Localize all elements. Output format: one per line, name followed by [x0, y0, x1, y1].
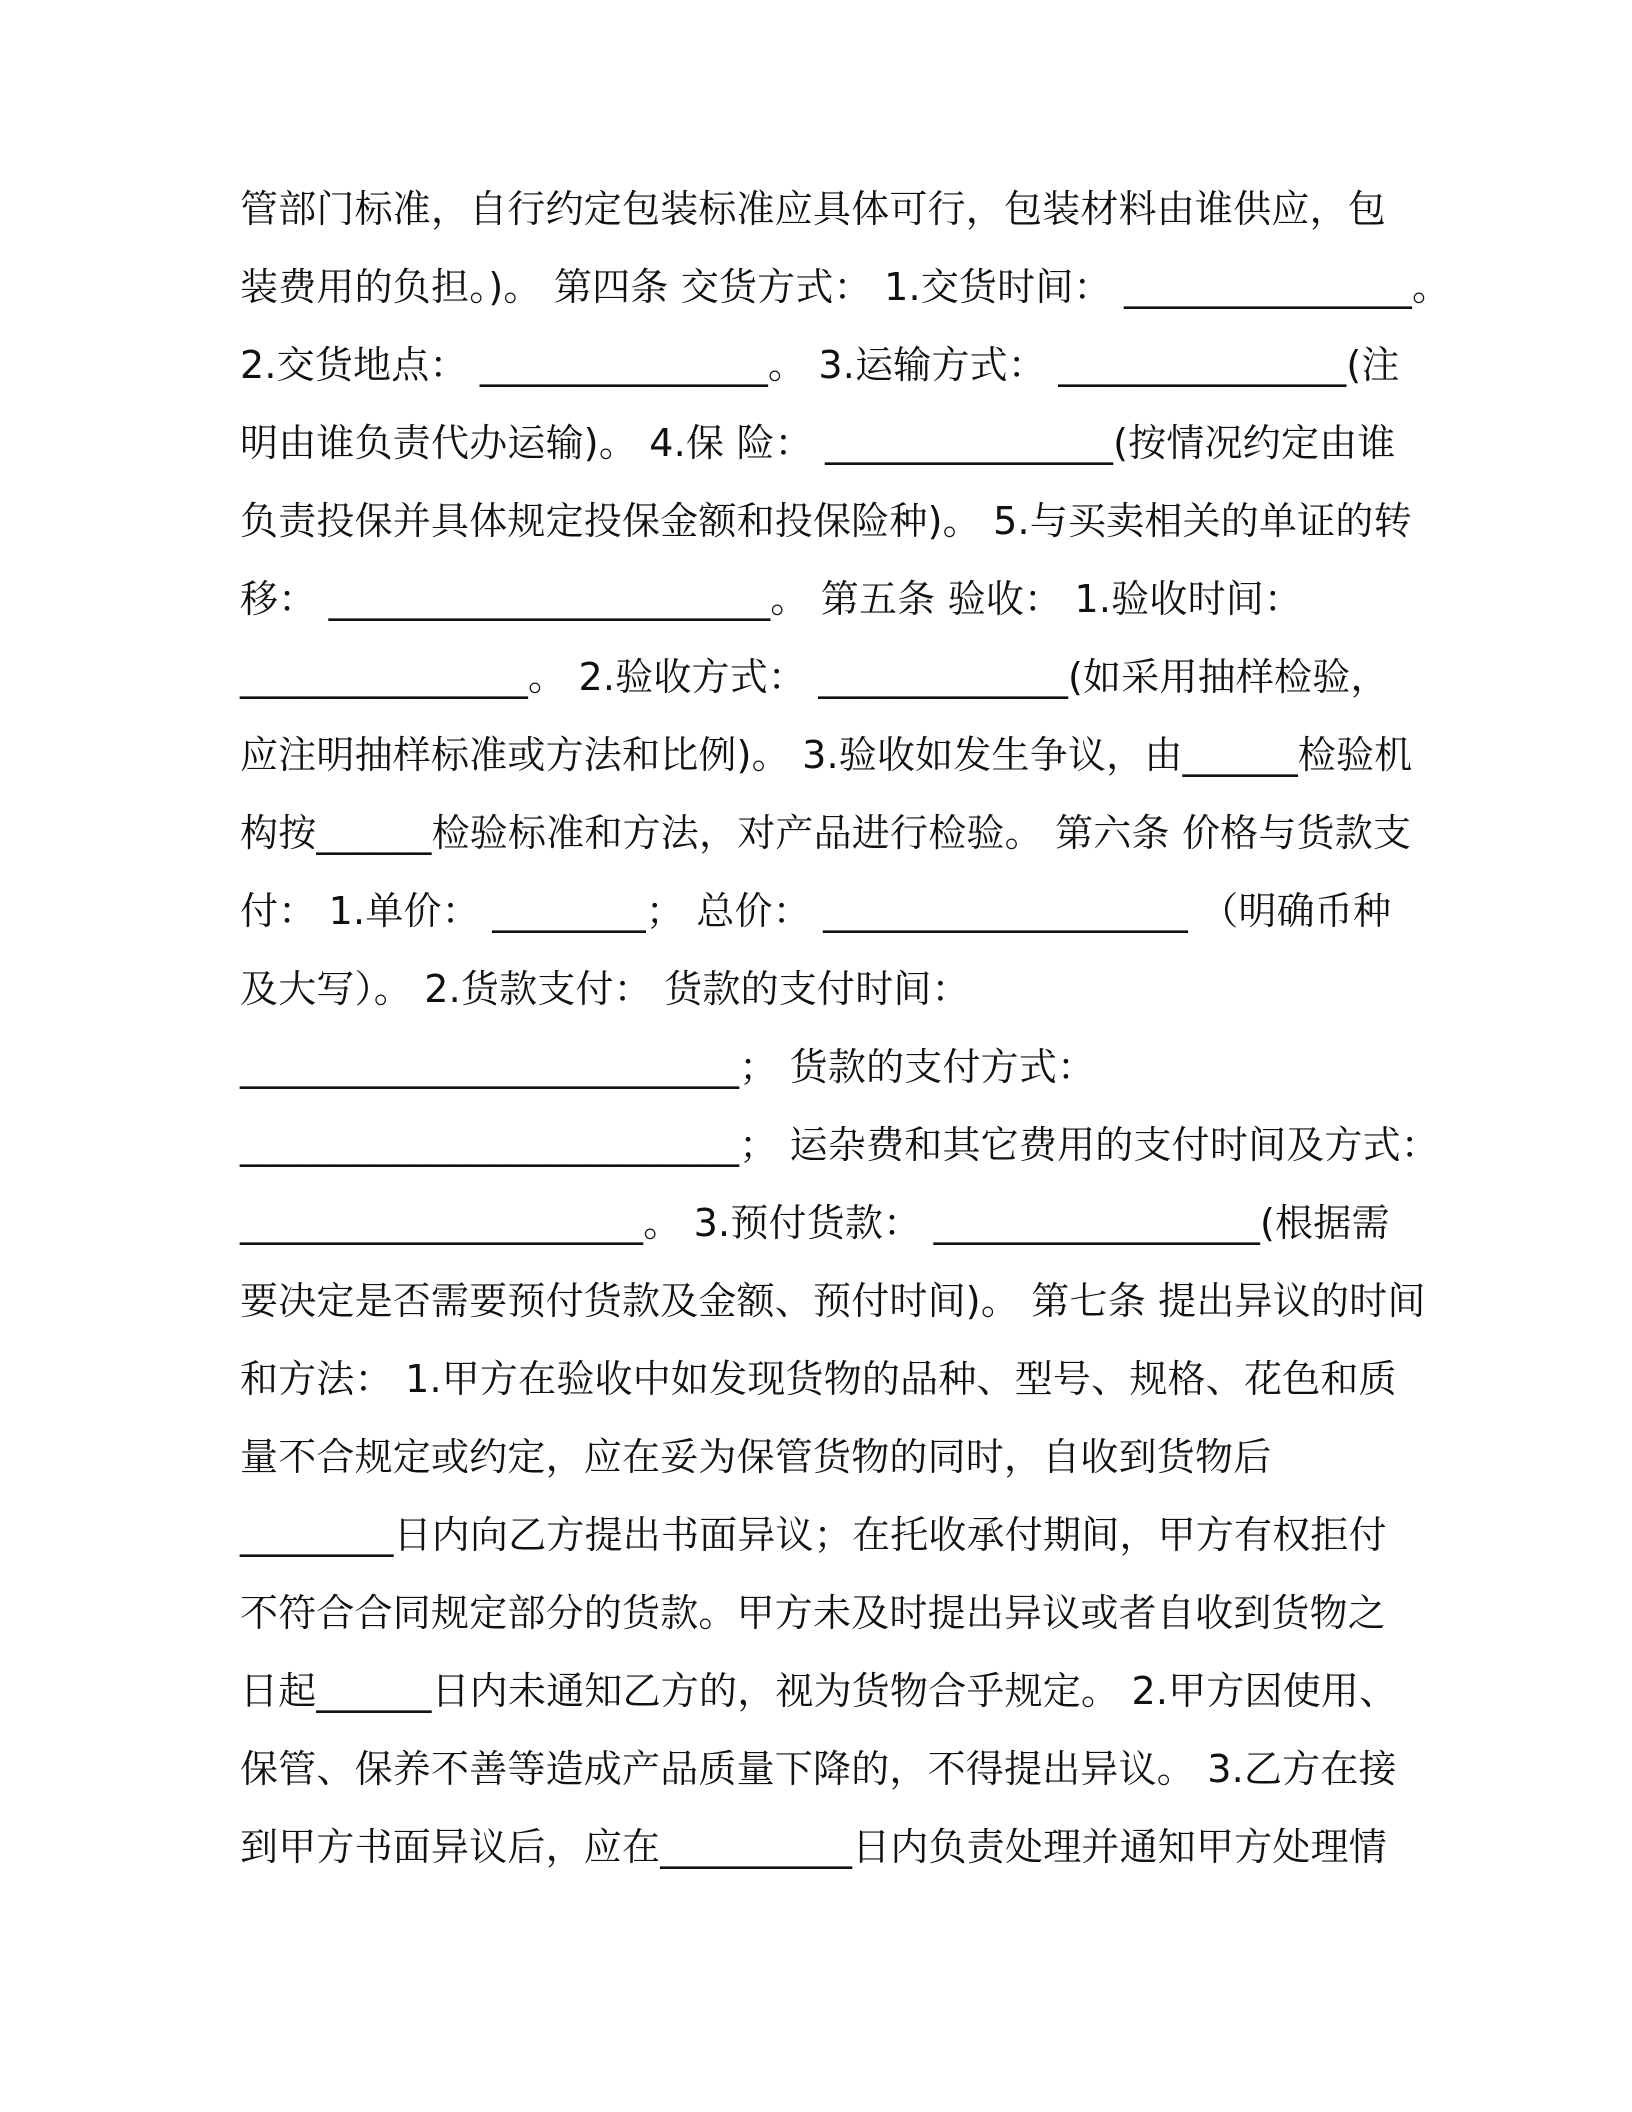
text-line-12: __________________________； 货款的支付方式：: [240, 1045, 1096, 1089]
text-line-9: 构按______检验标准和方法，对产品进行检验。 第六条 价格与货款支: [240, 811, 1412, 855]
text-line-20: 日起______日内未通知乙方的，视为货物合乎规定。 2.甲方因使用、: [240, 1669, 1398, 1713]
text-line-1: 管部门标准，自行约定包装标准应具体可行，包装材料由谁供应，包: [240, 187, 1387, 231]
text-line-6: 移： _______________________。 第五条 验收： 1.验收时间：: [240, 577, 1303, 621]
text-line-2: 装费用的负担。)。 第四条 交货方式： 1.交货时间： _______________。: [240, 265, 1451, 309]
text-line-17: 量不合规定或约定，应在妥为保管货物的同时，自收到货物后: [240, 1435, 1272, 1479]
text-line-10: 付： 1.单价： ________； 总价： ___________________ （明确币种: [240, 889, 1392, 933]
text-line-22: 到甲方书面异议后，应在__________日内负责处理并通知甲方处理情: [240, 1825, 1388, 1869]
text-line-16: 和方法： 1.甲方在验收中如发现货物的品种、型号、规格、花色和质: [240, 1357, 1397, 1401]
text-line-8: 应注明抽样标准或方法和比例)。 3.验收如发生争议，由______检验机: [240, 733, 1413, 777]
text-line-7: _______________。 2.验收方式： _____________(如采用抽样检验，: [240, 655, 1389, 699]
text-line-21: 保管、保养不善等造成产品质量下降的，不得提出异议。 3.乙方在接: [240, 1747, 1397, 1791]
text-line-13: __________________________； 运杂费和其它费用的支付时间及方式：: [240, 1123, 1440, 1167]
text-line-5: 负责投保并具体规定投保金额和投保险种)。 5.与买卖相关的单证的转: [240, 499, 1412, 543]
text-line-4: 明由谁负责代办运输)。 4.保 险： _______________(按情况约定由谁: [240, 421, 1396, 465]
text-line-18: ________日内向乙方提出书面异议；在托收承付期间，甲方有权拒付: [240, 1513, 1387, 1557]
text-line-19: 不符合合同规定部分的货款。甲方未及时提出异议或者自收到货物之: [240, 1591, 1387, 1635]
text-line-14: _____________________。 3.预付货款： _________________(根据需: [240, 1201, 1390, 1245]
text-line-3: 2.交货地点： _______________。 3.运输方式： _______________(注: [240, 343, 1400, 387]
text-line-11: 及大写）。 2.货款支付： 货款的支付时间：: [240, 967, 970, 1011]
text-line-15: 要决定是否需要预付货款及金额、预付时间)。 第七条 提出异议的时间: [240, 1279, 1426, 1323]
